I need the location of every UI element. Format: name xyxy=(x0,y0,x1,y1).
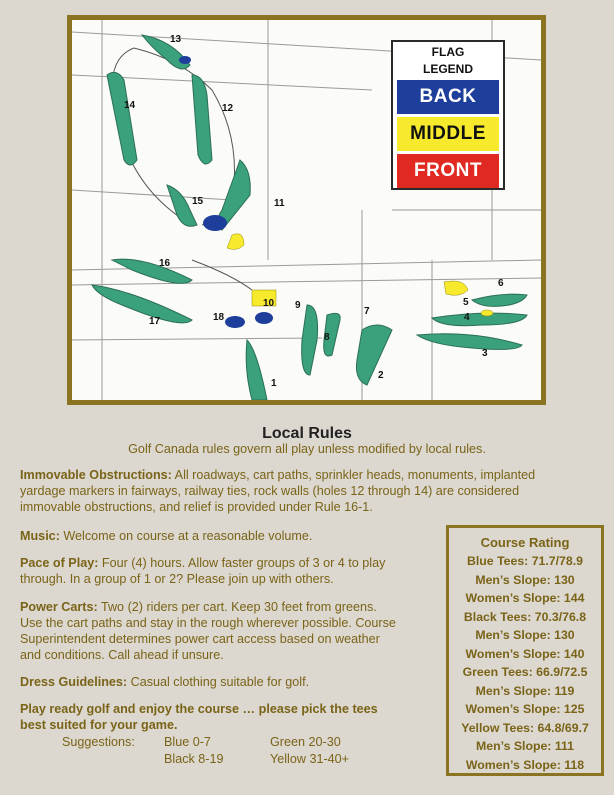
hole-label: 12 xyxy=(222,103,234,114)
hole-label: 13 xyxy=(170,34,182,45)
rule-text: All roadways, cart paths, sprinkler heads, monuments, implanted xyxy=(174,468,536,482)
legend-front: FRONT xyxy=(397,154,499,188)
suggestion-yellow: Yellow 31-40+ xyxy=(270,752,350,766)
rating-line: Men’s Slope: 119 xyxy=(475,683,575,698)
hole-2-fairway xyxy=(356,325,392,385)
hole-3-fairway xyxy=(417,334,522,350)
legend-back: BACK xyxy=(397,80,499,114)
page-title: Local Rules xyxy=(262,425,352,442)
hole-label: 14 xyxy=(124,100,136,111)
rule-heading: Immovable Obstructions: xyxy=(20,468,172,482)
rule-text: Superintendent determines power cart access based on weather xyxy=(20,632,380,646)
legend-title-line2: LEGEND xyxy=(422,62,473,76)
hole-label: 15 xyxy=(192,196,204,207)
hole-label: 5 xyxy=(463,297,469,308)
hole-label: 16 xyxy=(159,258,171,269)
rating-title: Course Rating xyxy=(480,535,570,550)
hole-17-fairway xyxy=(92,285,192,323)
hole-8-fairway xyxy=(302,305,318,375)
suggestions-label: Suggestions: xyxy=(62,735,135,749)
hole-label: 6 xyxy=(498,278,504,289)
hole-label: 1 xyxy=(271,378,277,389)
rule-text: Casual clothing suitable for golf. xyxy=(130,675,310,689)
rating-line: Men’s Slope: 111 xyxy=(476,739,574,753)
hole-label: 11 xyxy=(274,198,285,209)
rule-text: Two (2) riders per cart. Keep 30 feet from greens. xyxy=(100,600,377,614)
rule-text: through. In a group of 1 or 2? Please join up with others. xyxy=(20,572,334,586)
rule-dress xyxy=(20,674,309,690)
hole-1-fairway xyxy=(246,340,267,400)
rating-line: Black Tees: 70.3/76.8 xyxy=(463,609,587,624)
rating-line: Men’s Slope: 130 xyxy=(475,628,575,642)
hole-4-fairway xyxy=(432,313,527,326)
hole-16-fairway xyxy=(112,259,192,283)
hole-label: 18 xyxy=(213,312,225,323)
rule-heading: Pace of Play: xyxy=(20,556,99,570)
rule-music xyxy=(20,528,312,544)
rule-carts xyxy=(20,599,396,663)
rating-line: Green Tees: 66.9/72.5 xyxy=(462,665,588,679)
hole-label: 7 xyxy=(364,306,370,317)
rule-text: immovable obstructions, and relief is provided under Rule 16-1. xyxy=(20,500,373,514)
rating-line: Men’s Slope: 130 xyxy=(475,572,575,587)
rule-text: Four (4) hours. Allow faster groups of 3 or 4 to play xyxy=(101,556,386,570)
rule-text: Use the cart paths and stay in the rough wherever possible. Course xyxy=(20,616,396,630)
rating-line: Women’s Slope: 118 xyxy=(465,757,585,772)
hole-label: 3 xyxy=(482,348,488,359)
legend-middle: MIDDLE xyxy=(397,117,499,151)
rule-immovable xyxy=(20,467,535,515)
course-rating-box xyxy=(446,525,604,776)
rating-line: Women’s Slope: 144 xyxy=(465,591,585,605)
rule-text: Welcome on course at a reasonable volume. xyxy=(63,529,313,543)
rule-heading: Power Carts: xyxy=(20,600,98,614)
rule-text: and conditions. Call ahead if unsure. xyxy=(20,648,224,662)
rule-heading: Music: xyxy=(20,529,60,543)
rating-line: Yellow Tees: 64.8/69.7 xyxy=(461,720,589,735)
rating-line: Women’s Slope: 140 xyxy=(465,646,585,661)
hole-label: 17 xyxy=(149,316,161,327)
legend-title-line1: FLAG xyxy=(431,45,465,59)
rating-line: Blue Tees: 71.7/78.9 xyxy=(467,554,583,568)
rule-text: yardage markers in fairways, railway ties, rock walls (holes 12 through 14) are considered xyxy=(20,484,520,498)
rule-pace xyxy=(20,555,385,587)
hole-label: 4 xyxy=(464,312,470,323)
hole-label: 8 xyxy=(324,332,330,343)
hole-label: 10 xyxy=(263,298,275,309)
course-map xyxy=(67,15,546,405)
hole-label: 2 xyxy=(378,370,384,381)
suggestion-black: Black 8-19 xyxy=(164,752,224,766)
rule-text: best suited for your game. xyxy=(20,718,178,732)
rule-text: Play ready golf and enjoy the course … please pick the tees xyxy=(20,702,378,716)
hole-14-fairway xyxy=(107,72,137,165)
page-subtitle: Golf Canada rules govern all play unless modified by local rules. xyxy=(128,442,486,456)
rule-ready xyxy=(20,701,378,733)
hole-5-fairway xyxy=(472,294,527,306)
rating-line: Women’s Slope: 125 xyxy=(465,702,585,716)
suggestion-green: Green 20-30 xyxy=(270,735,341,749)
hole-12-fairway xyxy=(192,75,212,164)
flag-legend xyxy=(391,40,505,190)
suggestion-blue: Blue 0-7 xyxy=(164,735,211,749)
hole-label: 9 xyxy=(295,300,301,311)
rule-heading: Dress Guidelines: xyxy=(20,675,128,689)
